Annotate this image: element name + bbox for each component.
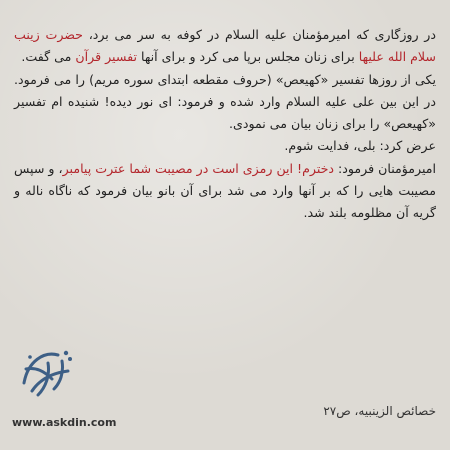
text-segment: امیرمؤمنان فرمود:	[334, 160, 436, 176]
text-segment: ، و سپس مصیبت هایی را که بر آنها وارد می شد برای آن بانو بیان فرمود که ناگاه ناله و گریه آن مظلومه بلند شد.	[14, 160, 436, 221]
paragraph	[14, 24, 436, 69]
askdin-calligraphy-logo	[18, 343, 76, 399]
highlighted-phrase: تفسیر قرآن	[75, 49, 137, 65]
paragraph	[14, 158, 436, 225]
highlighted-phrase: حضرت زینب سلام الله علیها	[14, 27, 436, 65]
story-text	[14, 24, 436, 225]
source-citation: خصائص الزینبیه، ص۲۷	[323, 404, 436, 418]
text-segment: برای زنان مجلس برپا می کرد و برای آنها	[136, 49, 359, 65]
highlighted-phrase: دخترم! این رمزی است در مصیبت شما عترت پیامبر	[62, 160, 335, 176]
text-segment: یکی از روزها تفسیر «کهیعص» (حروف مقطعه ابتدای سوره مریم) را می فرمود. در این بین علی علیه السلام وارد شده و فرمود: ای نور دیده! شنیده ام تفسیر «کهیعص» را برای زنان بیان می نمودی.	[14, 71, 436, 132]
website-url: www.askdin.com	[12, 416, 117, 429]
text-segment: عرض کرد: بلی، فدایت شوم.	[284, 138, 436, 154]
text-segment: می گفت.	[21, 49, 76, 65]
paragraph	[14, 69, 436, 136]
text-segment: در روزگاری که امیرمؤمنان علیه السلام در کوفه به سر می برد،	[82, 27, 436, 42]
paragraph	[14, 135, 436, 157]
